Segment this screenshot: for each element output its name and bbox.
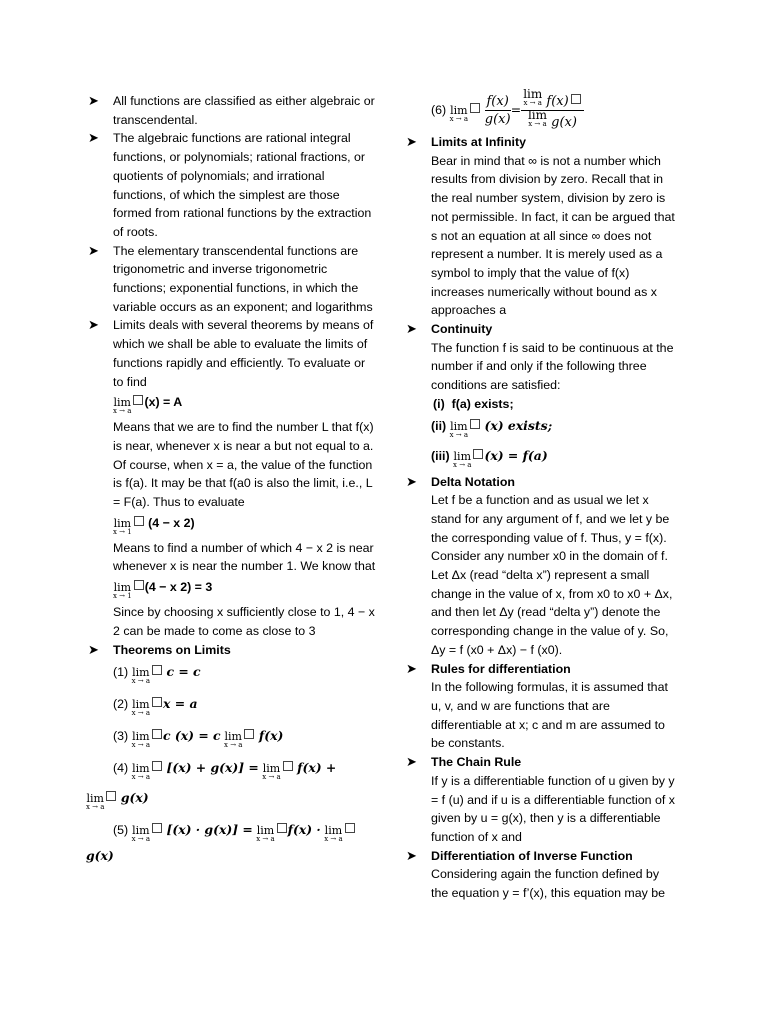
lim-operator: lim x → a xyxy=(449,103,469,123)
theorems-heading: Theorems on Limits xyxy=(113,642,231,657)
paragraph-means-find-L: Means that we are to find the number L that f(x) is near, whenever x is near a but not equal to a. Of course, when x = a, the value of the function is f(a). It may be that f(a0 is also the limit, i.e., L = F(a). Thus to evaluate xyxy=(113,420,374,510)
placeholder-box-icon xyxy=(244,729,254,739)
arrow-bullet-icon: ➤ xyxy=(88,130,99,146)
lim-operator: lim x → a xyxy=(113,396,132,416)
paragraph-means-find-number: Means to find a number of which 4 − x 2 is near whenever x is near the number 1. We know that xyxy=(113,540,376,574)
placeholder-box-icon xyxy=(277,823,287,833)
section-chain-rule xyxy=(404,753,676,847)
placeholder-box-icon xyxy=(571,94,581,104)
arrow-bullet-icon: ➤ xyxy=(406,660,417,676)
bullet-algebraic-functions xyxy=(86,129,376,241)
theorem-6: (6) lim x → a $\frac{f(x)}{g(x)}$ = lim x → a f(x) lim x → a g(x) xyxy=(404,90,676,131)
equation-limit-a: lim x → a (x) = A xyxy=(113,395,183,416)
heading: Rules for differentiation xyxy=(431,661,571,676)
placeholder-box-icon xyxy=(345,823,355,833)
arrow-bullet-icon: ➤ xyxy=(406,754,417,770)
heading: Differentiation of Inverse Function xyxy=(431,848,633,863)
paragraph: Considering again the function defined by the equation y = f’(x), this equation may be xyxy=(431,867,666,901)
equation-limit-4-x2: lim x → 1 (4 − x 2) xyxy=(113,515,195,536)
bullet-text: The elementary transcendental functions are trigonometric and inverse trigonometric functions; exponential functions, in which the variable occurs as an exponent; and logarithms xyxy=(113,243,373,314)
placeholder-box-icon xyxy=(152,697,162,707)
placeholder-box-icon xyxy=(134,580,144,590)
paragraph: Let f be a function and as usual we let x stand for any argument of f, and we let y be the corresponding value of f. Thus, y = f(x). Consider any number x0 in the domain of f. Let Δx (read “delta x”) represent a small change in the value of x, from x0 to x0 + Δx, and then let Δy (read “delta y”) denote the corresponding change in the value of y. So, Δy = f (x0 + Δx) − f (x0). xyxy=(431,493,673,657)
paragraph: If y is a differentiable function of u given by y = f (u) and if u is a differentiable function of x given by u = g(x), then y is a differentiable function of x and xyxy=(431,773,675,844)
paragraph-since-choosing: Since by choosing x sufficiently close to 1, 4 − x 2 can be made to come as close to 3 xyxy=(113,605,375,638)
placeholder-box-icon xyxy=(473,449,483,459)
heading: Delta Notation xyxy=(431,474,515,489)
theorem-1: (1) lim x → a c = c xyxy=(113,664,201,686)
bullet-text: All functions are classified as either algebraic or transcendental. xyxy=(113,94,375,127)
section-limits-at-infinity xyxy=(404,133,676,320)
bullet-algebraic-transcendental xyxy=(86,92,376,129)
condition-iii: (iii) lim x → a (x) = f(a) xyxy=(431,447,548,469)
arrow-bullet-icon: ➤ xyxy=(88,641,99,657)
arrow-bullet-icon: ➤ xyxy=(406,473,417,489)
theorem-5-continued: g(x) xyxy=(86,848,114,864)
section-delta-notation xyxy=(404,473,676,660)
arrow-bullet-icon: ➤ xyxy=(88,93,99,108)
placeholder-box-icon xyxy=(152,823,162,833)
bullet-text: Limits deals with several theorems by means of which we shall be able to evaluate the limits of functions rapidly and efficiently. To evaluate or to find xyxy=(113,318,374,389)
condition-ii: (ii) lim x → a (x) exists; xyxy=(431,417,553,439)
theorem-5: (5) lim x → a [(x) · g(x)] = lim x → a f(x) · lim x → a xyxy=(113,821,376,843)
arrow-bullet-icon: ➤ xyxy=(88,317,99,333)
heading: The Chain Rule xyxy=(431,755,522,770)
theorem-4: (4) lim x → a [(x) + g(x)] = lim x → a f(x) + xyxy=(113,760,337,782)
placeholder-box-icon xyxy=(133,395,143,405)
arrow-bullet-icon: ➤ xyxy=(406,847,417,863)
heading: Limits at Infinity xyxy=(431,135,526,149)
bullet-limits xyxy=(86,316,376,640)
fraction-lim-fx-over-lim-gx: lim x → a f(x) lim x → a g(x) xyxy=(521,90,584,131)
bullet-transcendental-functions xyxy=(86,242,376,317)
paragraph: Bear in mind that ∞ is not a number which results from division by zero. Recall that in the real number system, division by zero is not permissible. In fact, it can be argued that s not an equation at all since ∞ does not represent a number. It is merely used as a symbol to imply that the value of f(x) increases numerically without bound as x approaches a xyxy=(431,153,675,318)
arrow-bullet-icon: ➤ xyxy=(88,242,99,258)
bullet-text: The algebraic functions are rational integral functions, or polynomials; rational fractions, or quotients of polynomials; and irrational functions, of which the simplest are those formed from rational functions by the extraction of roots. xyxy=(113,131,372,239)
placeholder-box-icon xyxy=(152,729,162,739)
theorem-4-continued: lim x → a g(x) xyxy=(86,790,149,812)
placeholder-box-icon xyxy=(134,516,144,526)
section-inverse-function xyxy=(404,847,676,903)
placeholder-box-icon xyxy=(152,665,162,675)
section-continuity xyxy=(404,320,676,469)
bullet-theorems-on-limits xyxy=(86,641,376,866)
placeholder-box-icon xyxy=(470,419,480,429)
placeholder-box-icon xyxy=(152,761,162,771)
fraction-fx-over-gx: $\frac{f(x)}{g(x)}$ xyxy=(484,94,511,127)
placeholder-box-icon xyxy=(470,103,480,113)
left-column xyxy=(86,92,376,866)
paragraph: In the following formulas, it is assumed that u, v, and w are functions that are differentiable at x; c and m are assumed to be constants. xyxy=(431,680,668,751)
lim-operator: lim x → 1 xyxy=(113,516,132,536)
paragraph: The function f is said to be continuous at the number if and only if the following three conditions are satisfied: xyxy=(431,340,674,393)
placeholder-box-icon xyxy=(106,791,116,801)
arrow-bullet-icon: ➤ xyxy=(406,321,417,337)
placeholder-box-icon xyxy=(283,761,293,771)
arrow-bullet-icon: ➤ xyxy=(406,134,417,149)
right-column xyxy=(404,87,676,903)
equation-limit-equals-3: lim x → 1 (4 − x 2) = 3 xyxy=(113,580,213,601)
heading: Continuity xyxy=(431,322,493,337)
theorem-2: (2) lim x → a x = a xyxy=(113,696,198,718)
theorem-3: (3) lim x → a c (x) = c lim x → a f(x) xyxy=(113,728,284,750)
lim-operator: lim x → 1 xyxy=(113,581,132,601)
section-rules-for-differentiation xyxy=(404,660,676,754)
condition-i: (i) f(a) exists; xyxy=(433,396,514,411)
